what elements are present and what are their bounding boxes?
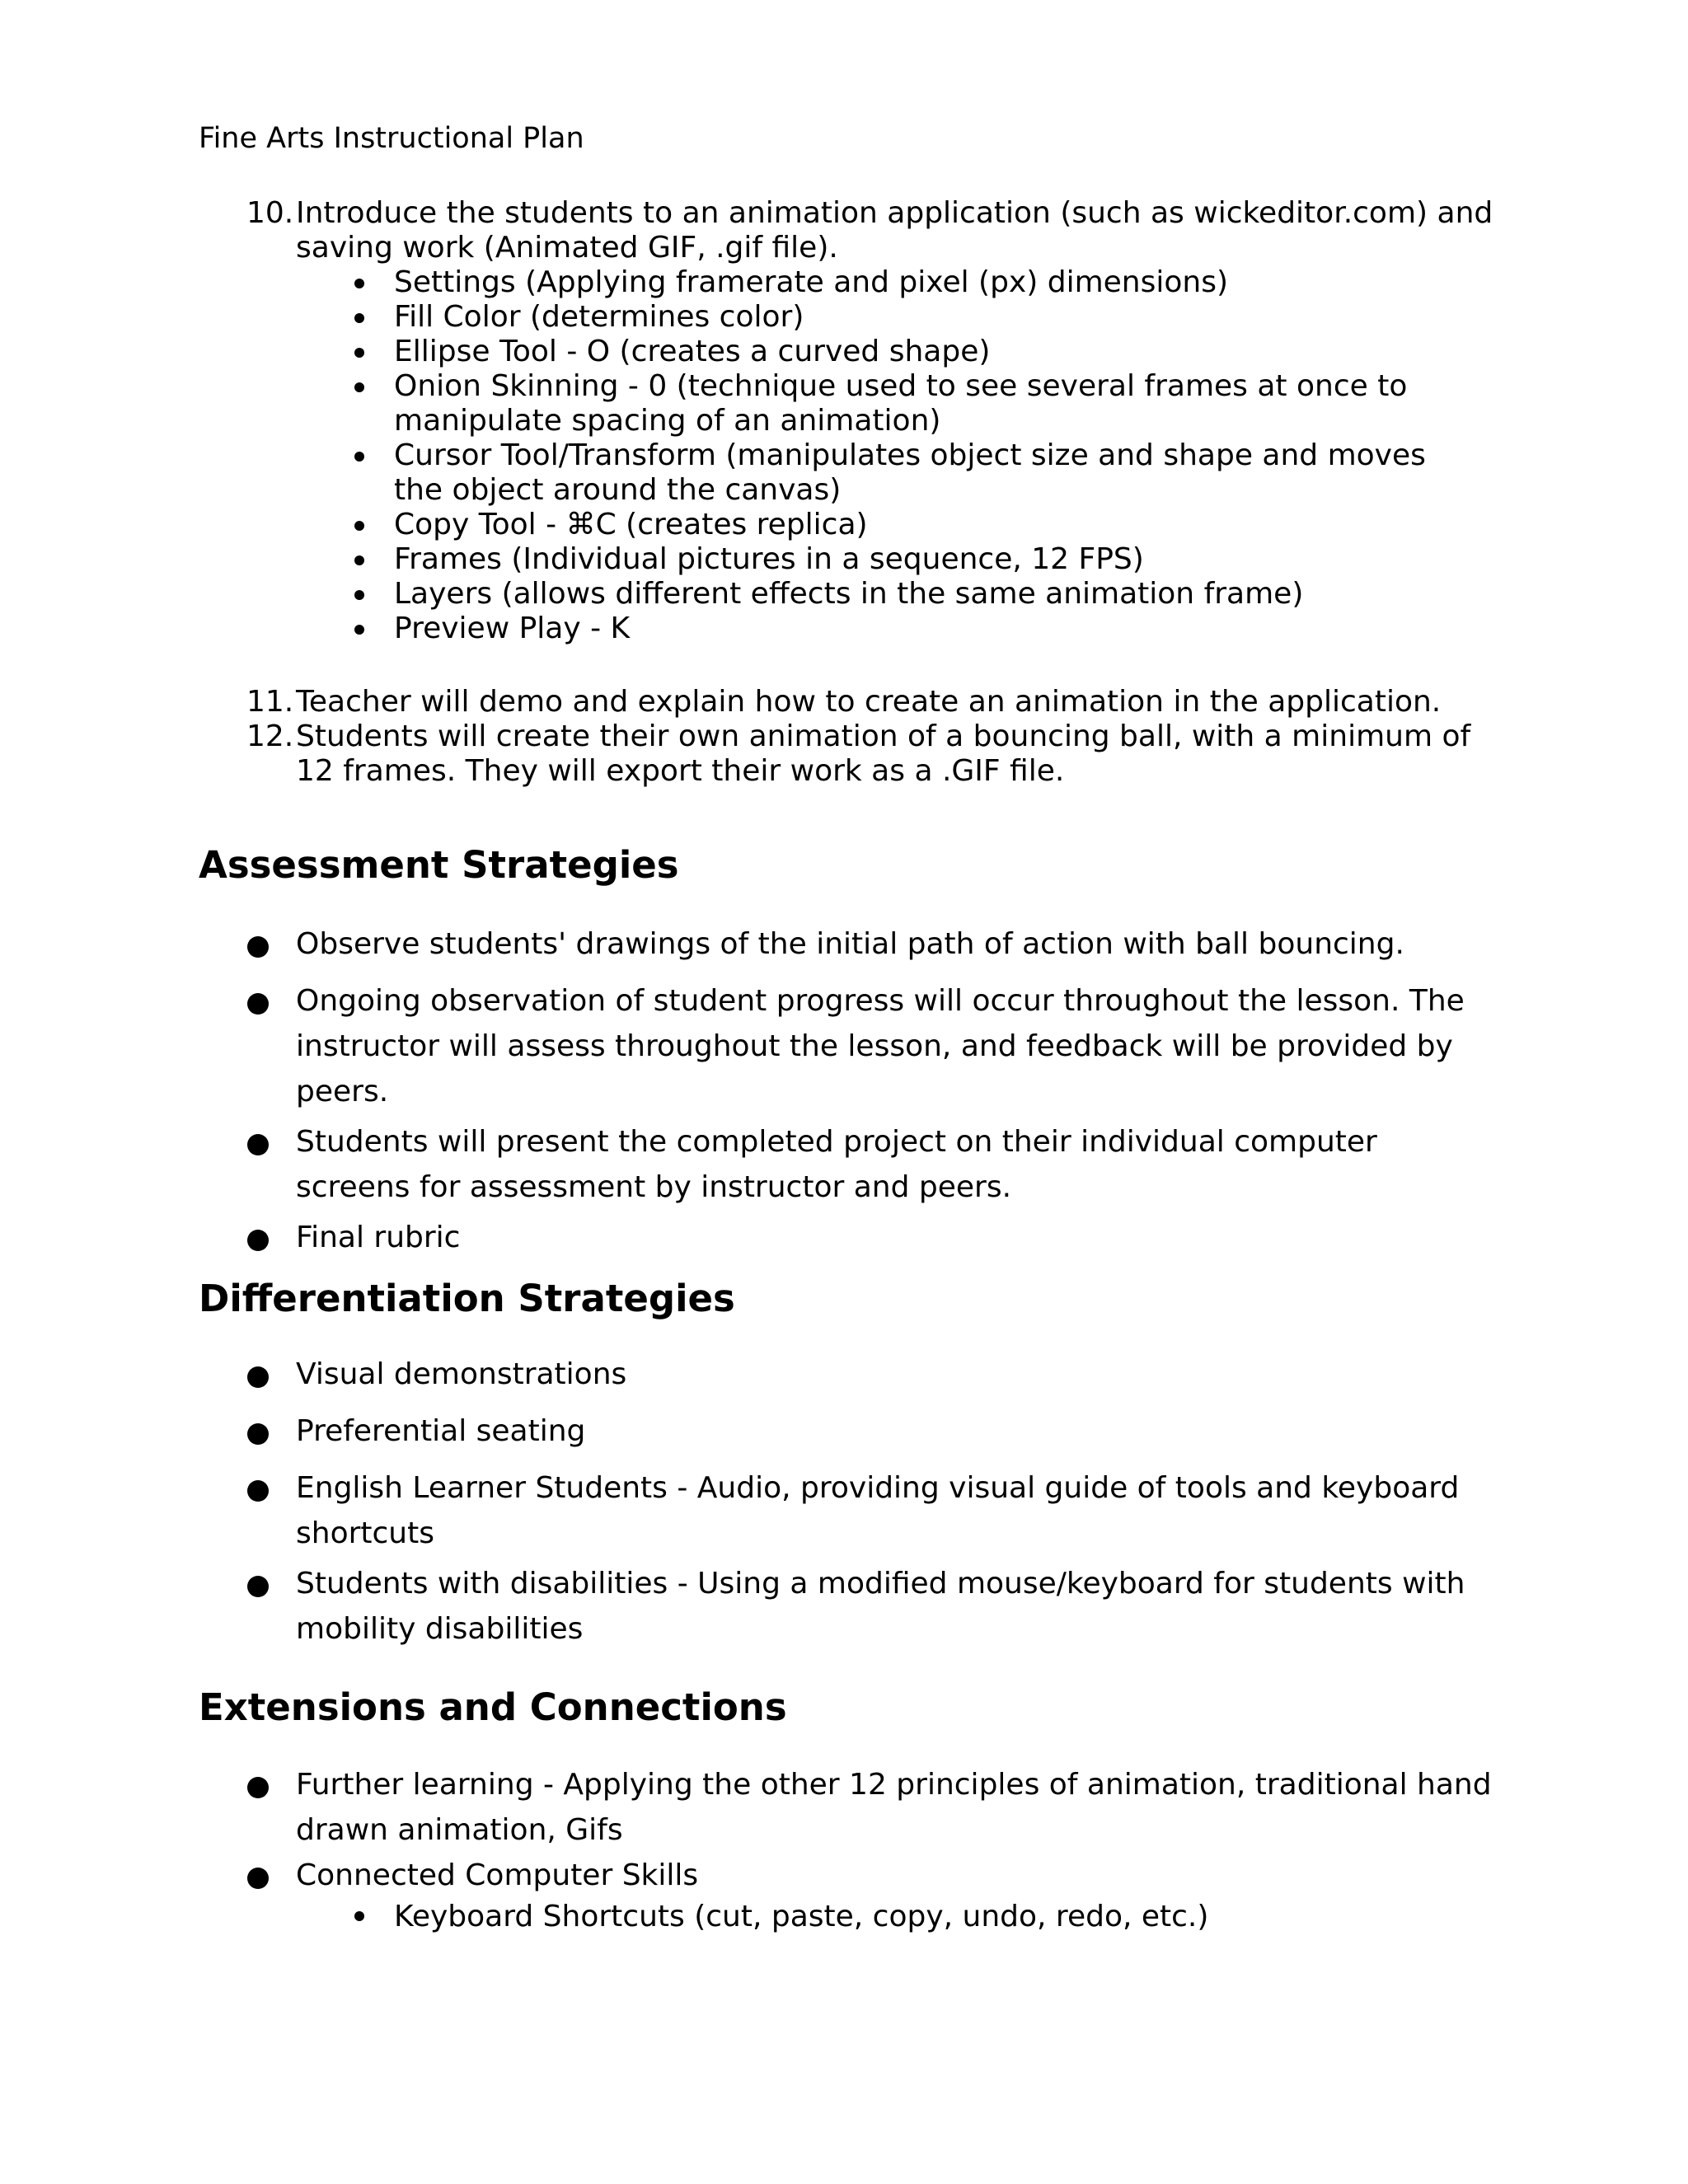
tool-sublist [345,265,1499,646]
bullet-icon [354,279,364,288]
tool-item [345,265,1482,300]
bullet-icon [247,1366,269,1388]
assessment-item-text: Ongoing observation of student progress will occur throughout the lesson. The instructor will assess throughout the lesson, and feedback will be provided by peers. [296,984,1465,1108]
tool-item [345,438,1482,508]
step-number: 10. [246,196,294,230]
tool-item-text: Frames (Individual pictures in a sequence, 12 FPS) [394,542,1144,576]
bullet-icon [247,936,269,958]
bullet-icon [247,1423,269,1445]
extensions-item-text: Further learning - Applying the other 12 principles of animation, traditional hand drawn animation, Gifs [296,1768,1492,1847]
bullet-icon [354,625,364,635]
differentiation-item [246,1561,1499,1652]
assessment-item-text: Observe students' drawings of the initial path of action with ball bouncing. [296,927,1404,961]
step-number: 12. [246,719,294,753]
bullet-icon [354,590,364,600]
assessment-heading: Assessment Strategies [199,843,679,887]
assessment-item-text: Students will present the completed project on their individual computer screens for assessment by instructor and peers. [296,1125,1377,1204]
extensions-item-text: Connected Computer Skills [296,1858,699,1892]
differentiation-item-text: Preferential seating [296,1414,586,1448]
extensions-heading: Extensions and Connections [199,1685,787,1729]
bullet-icon [354,313,364,323]
tool-item-text: Preview Play - K [394,612,631,645]
tool-item [345,335,1482,369]
tool-item [345,612,1482,646]
differentiation-item [246,1465,1499,1556]
assessment-item [246,1215,1499,1260]
bullet-icon [247,993,269,1015]
steps-list-top [246,196,1499,646]
assessment-item [246,978,1499,1114]
extensions-item [246,1853,1499,1936]
extensions-sublist [345,1898,1499,1936]
bullet-icon [247,1868,269,1889]
extensions-item [246,1762,1499,1853]
bullet-icon [354,555,364,565]
bullet-icon [354,1911,364,1921]
bullet-icon [247,1134,269,1155]
tool-item-text: Settings (Applying framerate and pixel (px) dimensions) [394,265,1229,299]
bullet-icon [247,1230,269,1251]
differentiation-item [246,1408,1499,1454]
extensions-list [246,1762,1499,1936]
bullet-icon [354,348,364,358]
step-text: Students will create their own animation of a bouncing ball, with a minimum of 12 frames. They will export their work as a .GIF file. [296,719,1471,788]
differentiation-item-text: Visual demonstrations [296,1357,627,1391]
bullet-icon [354,521,364,531]
step-text: Teacher will demo and explain how to create an animation in the application. [296,685,1442,719]
tool-item-text: Copy Tool - ⌘C (creates replica) [394,508,868,541]
tool-item [345,300,1482,335]
extensions-subitem-text: Keyboard Shortcuts (cut, paste, copy, undo, redo, etc.) [394,1900,1209,1933]
bullet-icon [354,452,364,462]
differentiation-item-text: Students with disabilities - Using a modified mouse/keyboard for students with mobility disabilities [296,1567,1465,1646]
differentiation-list [246,1352,1499,1652]
differentiation-item-text: English Learner Students - Audio, providing visual guide of tools and keyboard shortcuts [296,1471,1460,1550]
bullet-icon [247,1576,269,1597]
step-item [246,685,1499,719]
tool-item [345,577,1482,612]
assessment-item-text: Final rubric [296,1221,461,1254]
tool-item [345,542,1482,577]
bullet-icon [354,382,364,392]
bullet-icon [247,1480,269,1502]
page-header: Fine Arts Instructional Plan [199,122,584,155]
bullet-icon [247,1777,269,1798]
assessment-item [246,1119,1499,1210]
tool-item [345,508,1482,542]
step-item [246,719,1499,789]
assessment-list [246,921,1499,1260]
tool-item-text: Fill Color (determines color) [394,300,804,334]
tool-item-text: Cursor Tool/Transform (manipulates object size and shape and moves the object around the canvas) [394,438,1426,507]
tool-item-text: Onion Skinning - 0 (technique used to see several frames at once to manipulate spacing of an animation) [394,369,1408,438]
tool-item [345,369,1482,438]
step-item [246,196,1499,265]
step-text: Introduce the students to an animation application (such as wickeditor.com) and saving work (Animated GIF, .gif file). [296,196,1493,265]
differentiation-heading: Differentiation Strategies [199,1277,735,1320]
tool-item-text: Layers (allows different effects in the same animation frame) [394,577,1304,611]
differentiation-item [246,1352,1499,1397]
steps-list-bottom [246,685,1499,789]
step-number: 11. [246,685,294,719]
assessment-item [246,921,1499,967]
extensions-subitem [345,1898,1482,1936]
tool-item-text: Ellipse Tool - O (creates a curved shape) [394,335,991,368]
